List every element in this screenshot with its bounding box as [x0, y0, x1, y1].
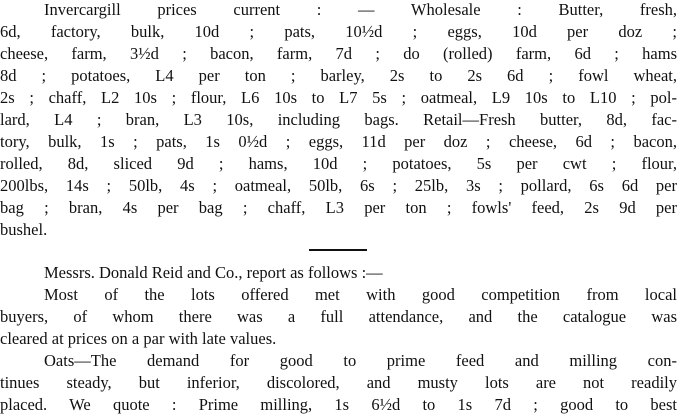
text-line: 6d, factory, bulk, 10d ; pats, 10½d ; eggs, 10d per doz ;	[0, 22, 677, 41]
text-line: bushel.	[0, 220, 48, 239]
text-line: tory, bulk, 1s ; pats, 1s 0½d ; eggs, 11d per doz ; cheese, 6d ; bacon,	[0, 132, 677, 151]
section-divider	[309, 249, 367, 251]
text-line: tinues steady, but inferior, discolored, and musty lots are not readily	[0, 373, 677, 392]
text-line: cleared at prices on a par with late values.	[0, 329, 277, 348]
text-line: buyers, of whom there was a full attendance, and the catalogue was	[0, 307, 677, 326]
text-line: rolled, 8d, sliced 9d ; hams, 10d ; potatoes, 5s per cwt ; flour,	[0, 154, 677, 173]
text-line: 2s ; chaff, L2 10s ; flour, L6 10s to L7 5s ; oatmeal, L9 10s to L10 ; pol-	[0, 88, 677, 107]
text-line: 8d ; potatoes, L4 per ton ; barley, 2s to 2s 6d ; fowl wheat,	[0, 66, 677, 85]
text-line: placed. We quote : Prime milling, 1s 6½d to 1s 7d ; good to best	[0, 395, 677, 414]
text-line: cheese, farm, 3½d ; bacon, farm, 7d ; do (rolled) farm, 6d ; hams	[0, 44, 677, 63]
text-line: 200lbs, 14s ; 50lb, 4s ; oatmeal, 50lb, 6s ; 25lb, 3s ; pollard, 6s 6d per	[0, 176, 677, 195]
text-line: Oats—The demand for good to prime feed and milling con-	[44, 351, 677, 370]
report-heading: Messrs. Donald Reid and Co., report as follows :—	[44, 263, 383, 282]
text-line: Invercargill prices current : — Wholesale : Butter, fresh,	[44, 0, 677, 19]
text-line: bag ; bran, 4s per bag ; chaff, L3 per ton ; fowls' feed, 2s 9d per	[0, 198, 677, 217]
text-line: Most of the lots offered met with good competition from local	[44, 285, 677, 304]
text-line: lard, L4 ; bran, L3 10s, including bags. Retail—Fresh butter, 8d, fac-	[0, 110, 677, 129]
